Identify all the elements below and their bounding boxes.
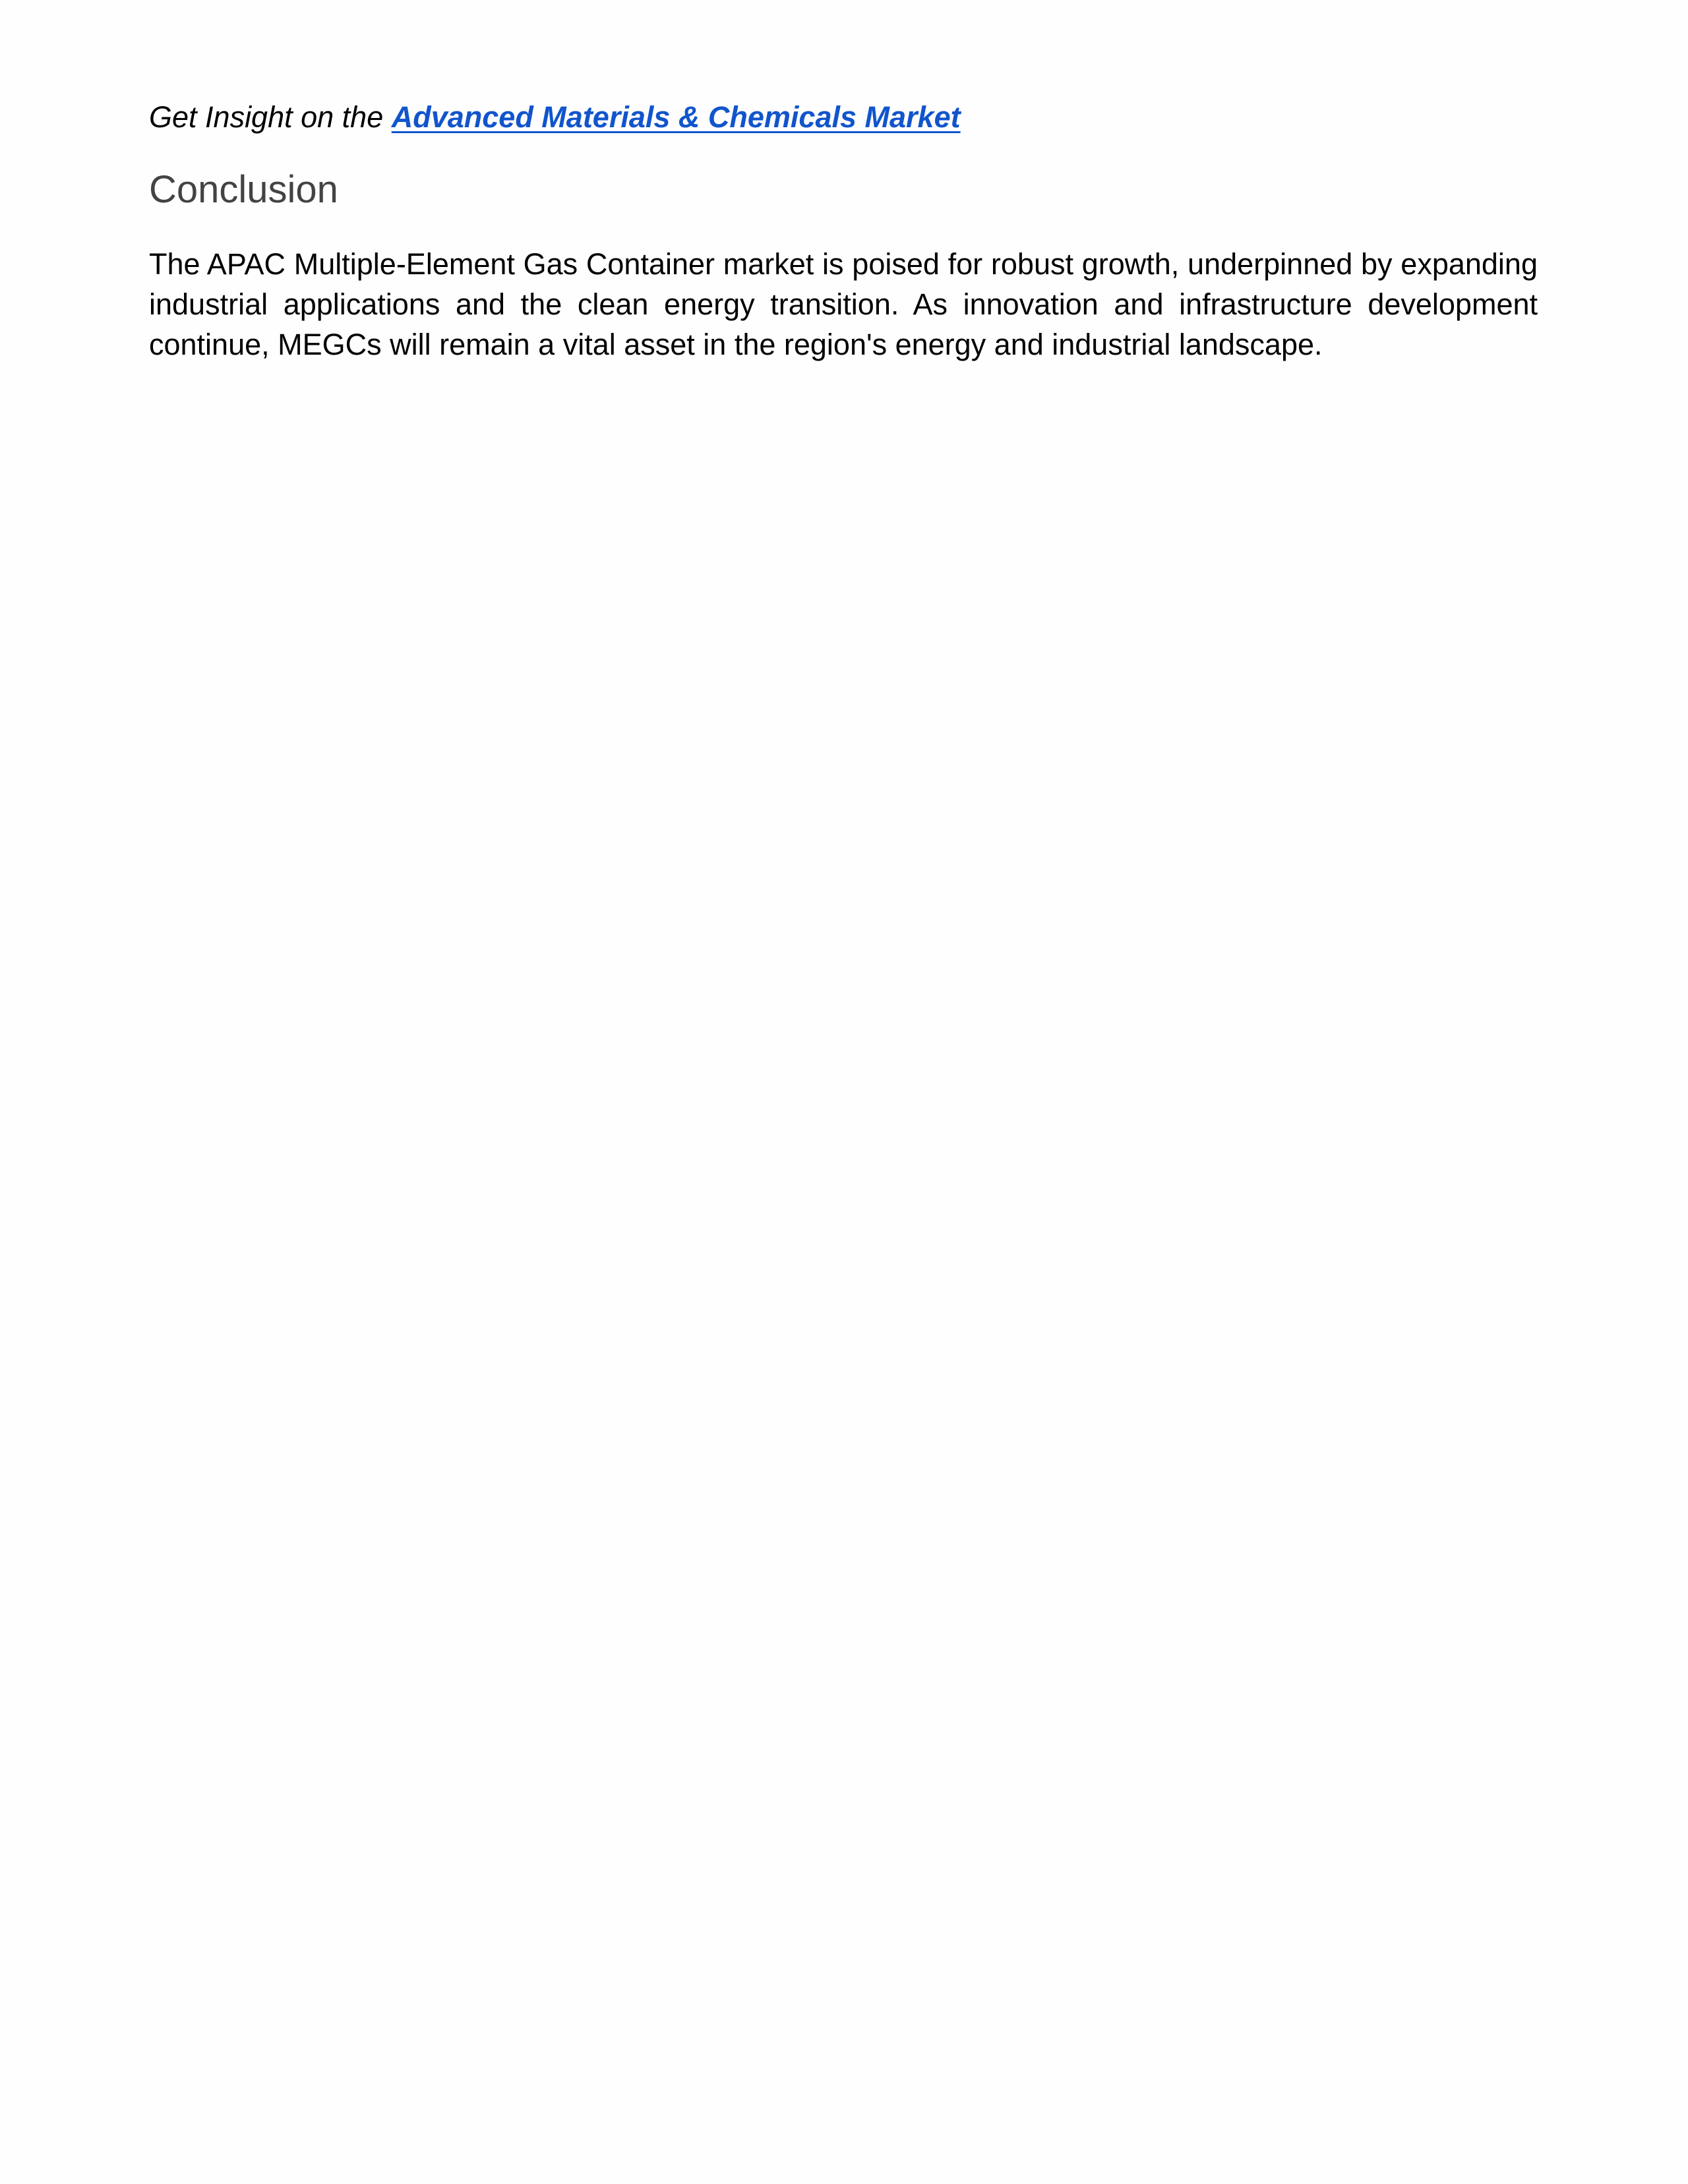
section-heading: Conclusion (149, 168, 338, 211)
insight-line (149, 99, 961, 136)
insight-prefix: Get Insight on the (149, 100, 392, 134)
conclusion-paragraph: The APAC Multiple-Element Gas Container market is poised for robust growth, underpinned by expanding industrial applications and the clean energy transition. As innovation and infrastructure development continue, MEGCs will remain a vital asset in the region's energy and industrial landscape. (149, 247, 1538, 361)
advanced-materials-link[interactable]: Advanced Materials & Chemicals Market (391, 100, 961, 134)
